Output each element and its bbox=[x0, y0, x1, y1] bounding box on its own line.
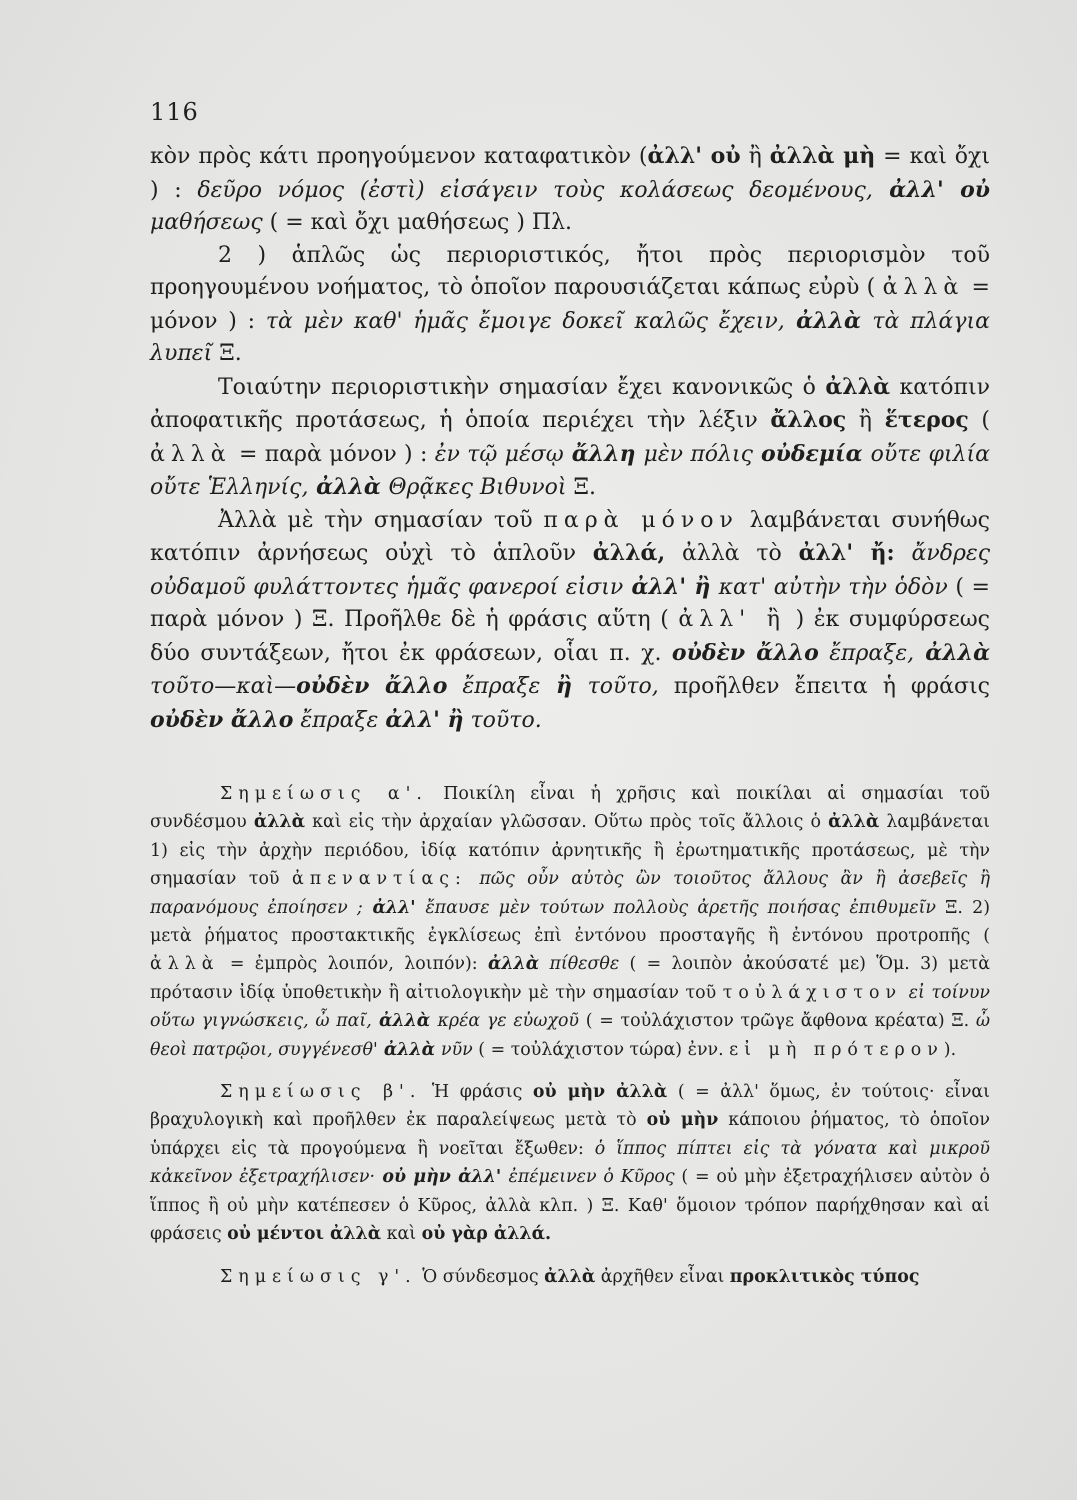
text-run: κατόπιν ἀποφατικῆς προτάσεως, ἡ ὁποία περιέχει τὴν λέξιν bbox=[150, 374, 990, 433]
note-beta bbox=[150, 1078, 990, 1248]
text-run: Ποικίλη εἶναι ἡ χρῆσις καὶ ποικίλαι αἱ σημασίαι τοῦ συνδέσμου bbox=[150, 784, 990, 833]
text-run: ( = καὶ ὄχι μαθήσεως ) Πλ. bbox=[262, 210, 573, 235]
keyword: οὐδὲν ἄλλο bbox=[296, 673, 448, 699]
text-run: κάποιου ῥήματος, τὸ ὁποῖον ὑπάρχει εἰς τὰ προγούμενα ἢ νοεῖται ἔξωθεν: bbox=[150, 1110, 990, 1159]
spaced-word: ἀλλὰ bbox=[882, 275, 965, 300]
keyword: ἀλλὰ bbox=[308, 474, 389, 500]
text-run: καὶ bbox=[381, 1224, 422, 1245]
paragraph bbox=[150, 371, 990, 505]
keyword: ἀλλ' bbox=[362, 897, 426, 918]
keyword: ἕτερος bbox=[884, 407, 969, 433]
keyword: ἀλλ' ἢ bbox=[623, 573, 719, 600]
text-run: καὶ εἰς τὴν ἀρχαίαν γλῶσσαν. Οὕτω πρὸς τοῖς ἄλλοις ὁ bbox=[305, 812, 829, 833]
spaced-word: ἀλλὰ bbox=[150, 441, 232, 467]
keyword: ἀλλὰ bbox=[825, 373, 891, 400]
text-run: ( = οὐ μὴν ἐξετραχήλισεν αὐτὸν ὁ ἵππος ἢ οὐ μὴν κατέπεσεν ὁ Κῦρος, ἀλλὰ κλπ. ) Ξ. Καθ' ὅμοιον τρόπον παρήχθησαν καὶ αἱ φράσεις bbox=[150, 1167, 991, 1245]
text-run: Ξ. bbox=[566, 475, 597, 500]
paragraph bbox=[150, 240, 990, 371]
keyword: οὐ μέντοι ἀλλὰ bbox=[227, 1224, 382, 1245]
page-number: 116 bbox=[150, 98, 199, 126]
keyword: οὐδὲν ἄλλο bbox=[150, 706, 294, 733]
keyword: οὐδὲν ἄλλο bbox=[671, 639, 819, 666]
keyword: ἀλλ' οὐ bbox=[647, 143, 741, 169]
text-run: Ξ. bbox=[212, 341, 242, 366]
quotation: τὰ πλάγια λυπεῖ bbox=[150, 308, 991, 366]
notes-section bbox=[150, 780, 990, 1305]
main-text bbox=[150, 140, 990, 737]
keyword: ἀλλ' ἤ: bbox=[798, 540, 895, 566]
text-run: λαμβάνεται συνήθως κατόπιν ἀρνήσεως οὐχὶ τὸ ἁπλοῦν bbox=[150, 507, 990, 566]
keyword: ἀλλὰ bbox=[371, 1011, 438, 1032]
quotation: ἔπραξε bbox=[447, 674, 541, 699]
keyword: οὐ μὴν bbox=[646, 1110, 719, 1131]
text-run: ἀρχῆθεν εἶναι bbox=[595, 1266, 730, 1287]
text-run: Τοιαύτην περιοριστικὴν σημασίαν ἔχει κανονικῶς ὁ bbox=[218, 374, 826, 400]
text-run: προῆλθεν ἔπειτα ἡ φράσις bbox=[658, 674, 990, 699]
keyword: ἀλλὰ bbox=[914, 639, 990, 666]
text-run: ( = τοὐλάχιστον τώρα) ἐνν. bbox=[472, 1039, 730, 1060]
text-run: = ἐμπρὸς λοιπόν, λοιπόν): bbox=[219, 954, 488, 975]
quotation: Θρᾷκες Βιθυνοὶ bbox=[388, 475, 567, 500]
quotation: τὰ μὲν καθ' ἡμᾶς ἔμοιγε δοκεῖ καλῶς ἔχειν, bbox=[265, 308, 785, 334]
keyword: ἄλλος bbox=[770, 407, 847, 433]
text-run: Ὁ σύνδεσμος bbox=[416, 1266, 545, 1287]
quotation: ὦ θεοὶ πατρῷοι, συγγένεσθ' bbox=[150, 1011, 991, 1060]
quotation: πῶς οὖν αὐτὸς ὢν τοιοῦτος ἄλλους ἂν ἢ ἀσεβεῖς ἢ παρανόμους ἐποίησεν ; bbox=[150, 869, 990, 918]
keyword: οὐδεμία bbox=[752, 440, 871, 467]
text-run: λαμβάνεται 1) εἰς τὴν ἀρχὴν περιόδου, ἰδίᾳ κατόπιν ἀρνητικῆς ἢ ἐρωτηματικῆς προτάσεως, μὲ τὴν σημασίαν τοῦ bbox=[150, 812, 990, 890]
keyword: ἀλλὰ bbox=[544, 1266, 596, 1287]
text-run: ἢ bbox=[740, 144, 770, 169]
spaced-word: τοὐλάχιστον bbox=[722, 982, 903, 1003]
quotation: εἰ τοίνυν οὕτω γιγνώσκεις, ὦ παῖ, bbox=[150, 982, 990, 1032]
keyword: ἄλλη bbox=[563, 440, 644, 467]
paragraph bbox=[150, 505, 990, 738]
text-run: Ἀλλὰ μὲ τὴν σημασίαν τοῦ bbox=[218, 507, 544, 533]
keyword: ἀλλὰ bbox=[784, 307, 873, 334]
quotation: μὲν πόλις bbox=[643, 441, 753, 467]
spaced-word: ἀλλ' ἢ bbox=[678, 607, 786, 632]
text-run: ἀλλὰ τὸ bbox=[665, 541, 799, 566]
keyword: ἀλλὰ μὴ bbox=[769, 143, 876, 169]
quotation: τοῦτο—καὶ— bbox=[150, 674, 297, 699]
keyword: ἀλλὰ bbox=[253, 812, 305, 833]
text-run: ( bbox=[968, 408, 991, 433]
keyword: οὐ μὴν ἀλλὰ bbox=[532, 1082, 668, 1103]
keyword: ἀλλὰ bbox=[487, 954, 540, 975]
quotation: ἔπαυσε μὲν τούτων πολλοὺς ἀρετῆς ποιήσας ἐπιθυμεῖν bbox=[425, 897, 936, 918]
quotation: κατ' αὐτὴν τὴν ὁδὸν bbox=[718, 574, 948, 600]
note-heading: Σημείωσις β'. bbox=[220, 1082, 422, 1103]
quotation: δεῦρο νόμος (ἐστὶ) εἰσάγειν τοὺς κολάσεως δεομένους, bbox=[197, 177, 873, 203]
spaced-word: ἀλλὰ bbox=[150, 954, 220, 975]
spaced-word: ἀπεναντίας: bbox=[291, 869, 467, 890]
keyword: ἀλλὰ bbox=[828, 812, 880, 833]
quotation: ἔπραξε, bbox=[818, 640, 915, 666]
keyword: ἀλλ' οὐ bbox=[872, 176, 991, 203]
keyword: οὐ γὰρ ἀλλά. bbox=[421, 1224, 552, 1245]
quotation: μαθήσεως bbox=[150, 210, 263, 235]
keyword: προκλιτικὸς τύπος bbox=[729, 1266, 920, 1287]
text-run: ( = ἀλλ' ὅμως, ἐν τούτοις· εἶναι βραχυλογικὴ καὶ προῆλθεν ἐκ παραλείψεως μετὰ τὸ bbox=[150, 1082, 990, 1131]
quotation: νῦν bbox=[441, 1039, 473, 1060]
keyword: ἀλλὰ bbox=[377, 1039, 442, 1060]
text-run: Ξ. 2) μετὰ ῥήματος προστακτικῆς ἐγκλίσεως ἐπὶ ἐντόνου προσταγῆς ἢ ἐντόνου προτροπῆς ( bbox=[150, 897, 990, 947]
quotation: κρέα γε εὐωχοῦ bbox=[437, 1011, 579, 1032]
quotation: ἄνδρες οὐδαμοῦ φυλάττοντες ἡμᾶς φανεροί εἰσιν bbox=[150, 541, 991, 600]
keyword: ἢ bbox=[540, 673, 588, 699]
note-heading: Σημείωσις α'. bbox=[220, 784, 428, 804]
text-run: ( = λοιπὸν ἀκούσατέ με) Ὅμ. 3) μετὰ πρότασιν ἰδίᾳ ὑποθετικὴν ἢ αἰτιολογικὴν μὲ τὴν σημασίαν τοῦ bbox=[150, 954, 990, 1003]
note-heading: Σημείωσις γ'. bbox=[220, 1266, 417, 1287]
paragraph bbox=[150, 140, 990, 240]
note-alpha bbox=[150, 780, 990, 1064]
text-run: = παρὰ μόνον ) : bbox=[231, 441, 435, 467]
quotation: οὔτε φιλία οὔτε Ἑλληνίς, bbox=[150, 441, 990, 500]
text-run: ( = τοὐλάχιστον τρῶγε ἄφθονα κρέατα) Ξ. bbox=[578, 1011, 976, 1032]
spaced-word: εἰ μὴ πρότερον bbox=[729, 1039, 944, 1060]
quotation: ὁ ἵππος πίπτει εἰς τὰ γόνατα καὶ μικροῦ κἀκεῖνον ἐξετραχήλισεν· bbox=[150, 1138, 990, 1188]
quotation: τοῦτο, bbox=[587, 674, 659, 699]
quotation: πίθεσθε bbox=[539, 954, 620, 975]
text-run: = μόνον ) : bbox=[150, 275, 990, 334]
note-gamma bbox=[150, 1263, 990, 1291]
keyword: οὐ μὴν ἀλλ' bbox=[375, 1167, 509, 1188]
quotation: ἔπραξε bbox=[293, 707, 386, 733]
quotation: τοῦτο. bbox=[463, 707, 542, 733]
text-run: = καὶ ὄχι ) : bbox=[150, 144, 990, 203]
text-run: 2 ) ἁπλῶς ὡς περιοριστικός, ἤτοι πρὸς περιορισμὸν τοῦ προηγουμένου νοήματος, τὸ ὁποῖον παρουσιάζεται κάπως εὐρὺ ( bbox=[150, 242, 990, 300]
text-run: κὸν πρὸς κάτι προηγούμενον καταφατικὸν ( bbox=[150, 144, 648, 169]
text-run: Ἡ φράσις bbox=[421, 1082, 533, 1103]
quotation: ἐν τῷ μέσῳ bbox=[434, 441, 564, 467]
text-run: ἢ bbox=[846, 408, 885, 433]
text-run: ) ἐκ συμφύρσεως δύο συντάξεων, ἤτοι ἐκ φράσεων, οἷαι π. χ. bbox=[150, 607, 990, 666]
text-run: ( = παρὰ μόνον ) Ξ. Προῆλθε δὲ ἡ φράσις αὕτη ( bbox=[150, 574, 990, 632]
keyword: ἀλλά, bbox=[592, 540, 666, 566]
spaced-word: παρὰ μόνον bbox=[543, 507, 739, 533]
text-run: ). bbox=[943, 1039, 957, 1060]
keyword: ἀλλ' ἢ bbox=[385, 706, 464, 733]
quotation: ἐπέμεινεν ὁ Κῦρος bbox=[508, 1167, 675, 1188]
